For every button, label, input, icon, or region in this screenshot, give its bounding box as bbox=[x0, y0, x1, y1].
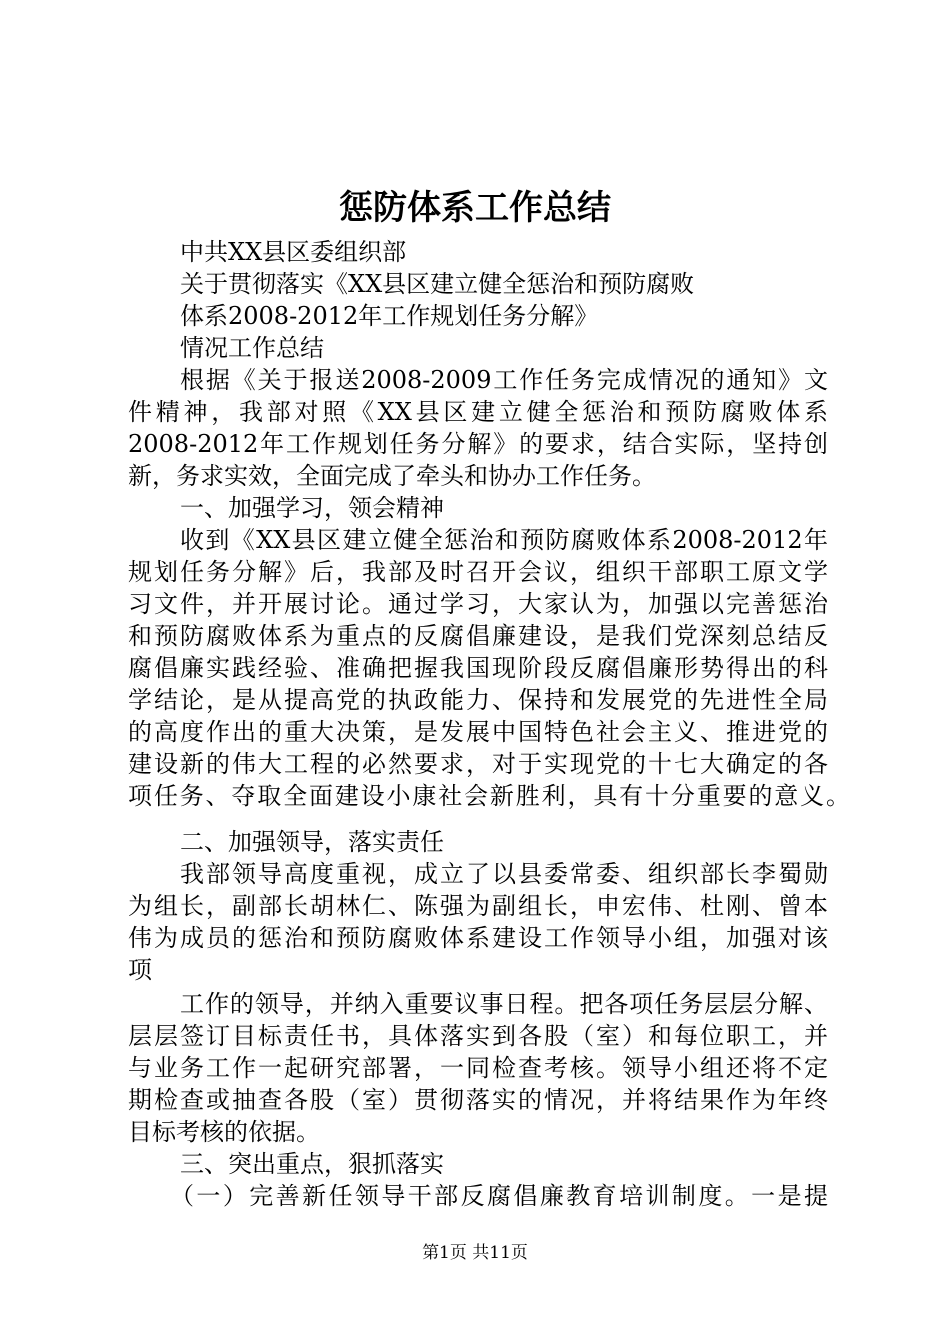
intro-line: 根据《关于报送2008-2009工作任务完成情况的通知》文 bbox=[180, 366, 828, 394]
document-title: 惩防体系工作总结 bbox=[339, 188, 611, 228]
paragraph-line: 建设新的伟大工程的必然要求，对于实现党的十七大确定的各 bbox=[128, 750, 828, 778]
page-footer: 第1页 共11页 bbox=[422, 1243, 528, 1263]
header-subject-line-1: 关于贯彻落实《XX县区建立健全惩治和预防腐败 bbox=[180, 270, 695, 298]
paragraph-line: 工作的领导，并纳入重要议事日程。把各项任务层层分解、 bbox=[180, 990, 828, 1018]
intro-line: 新，务求实效，全面完成了牵头和协办工作任务。 bbox=[128, 462, 656, 490]
header-subject-line-3: 情况工作总结 bbox=[180, 334, 324, 362]
paragraph-line: 为组长，副部长胡林仁、陈强为副组长，申宏伟、杜刚、曾本 bbox=[128, 892, 828, 920]
header-subject-line-2: 体系2008-2012年工作规划任务分解》 bbox=[180, 302, 599, 330]
paragraph-line: 收到《XX县区建立健全惩治和预防腐败体系2008-2012年 bbox=[180, 526, 828, 554]
intro-line: 件精神，我部对照《XX县区建立健全惩治和预防腐败体系 bbox=[128, 398, 828, 426]
header-org: 中共XX县区委组织部 bbox=[180, 238, 407, 266]
paragraph-line: 项 bbox=[128, 956, 152, 984]
paragraph-line: 的高度作出的重大决策，是发展中国特色社会主义、推进党的 bbox=[128, 718, 828, 746]
paragraph-line: 和预防腐败体系为重点的反腐倡廉建设，是我们党深刻总结反 bbox=[128, 622, 828, 650]
paragraph-line: 层层签订目标责任书，具体落实到各股（室）和每位职工，并 bbox=[128, 1022, 828, 1050]
paragraph-line: 期检查或抽查各股（室）贯彻落实的情况，并将结果作为年终 bbox=[128, 1086, 828, 1114]
section-heading: 二、加强领导，落实责任 bbox=[180, 828, 444, 856]
paragraph-line: 目标考核的依据。 bbox=[128, 1118, 320, 1146]
paragraph-line: 我部领导高度重视，成立了以县委常委、组织部长李蜀勋 bbox=[180, 860, 828, 888]
section-heading: 一、加强学习，领会精神 bbox=[180, 494, 444, 522]
paragraph-line: （一）完善新任领导干部反腐倡廉教育培训制度。一是提 bbox=[170, 1182, 828, 1210]
intro-line: 2008-2012年工作规划任务分解》的要求，结合实际，坚持创 bbox=[128, 430, 828, 458]
paragraph-line: 项任务、夺取全面建设小康社会新胜利，具有十分重要的意义。 bbox=[128, 782, 850, 810]
paragraph-line: 腐倡廉实践经验、准确把握我国现阶段反腐倡廉形势得出的科 bbox=[128, 654, 828, 682]
paragraph-line: 规划任务分解》后，我部及时召开会议，组织干部职工原文学 bbox=[128, 558, 828, 586]
paragraph-line: 学结论，是从提高党的执政能力、保持和发展党的先进性全局 bbox=[128, 686, 828, 714]
paragraph-line: 伟为成员的惩治和预防腐败体系建设工作领导小组，加强对该 bbox=[128, 924, 828, 952]
paragraph-line: 习文件，并开展讨论。通过学习，大家认为，加强以完善惩治 bbox=[128, 590, 828, 618]
section-heading: 三、突出重点，狠抓落实 bbox=[180, 1150, 444, 1178]
paragraph-line: 与业务工作一起研究部署，一同检查考核。领导小组还将不定 bbox=[128, 1054, 828, 1082]
